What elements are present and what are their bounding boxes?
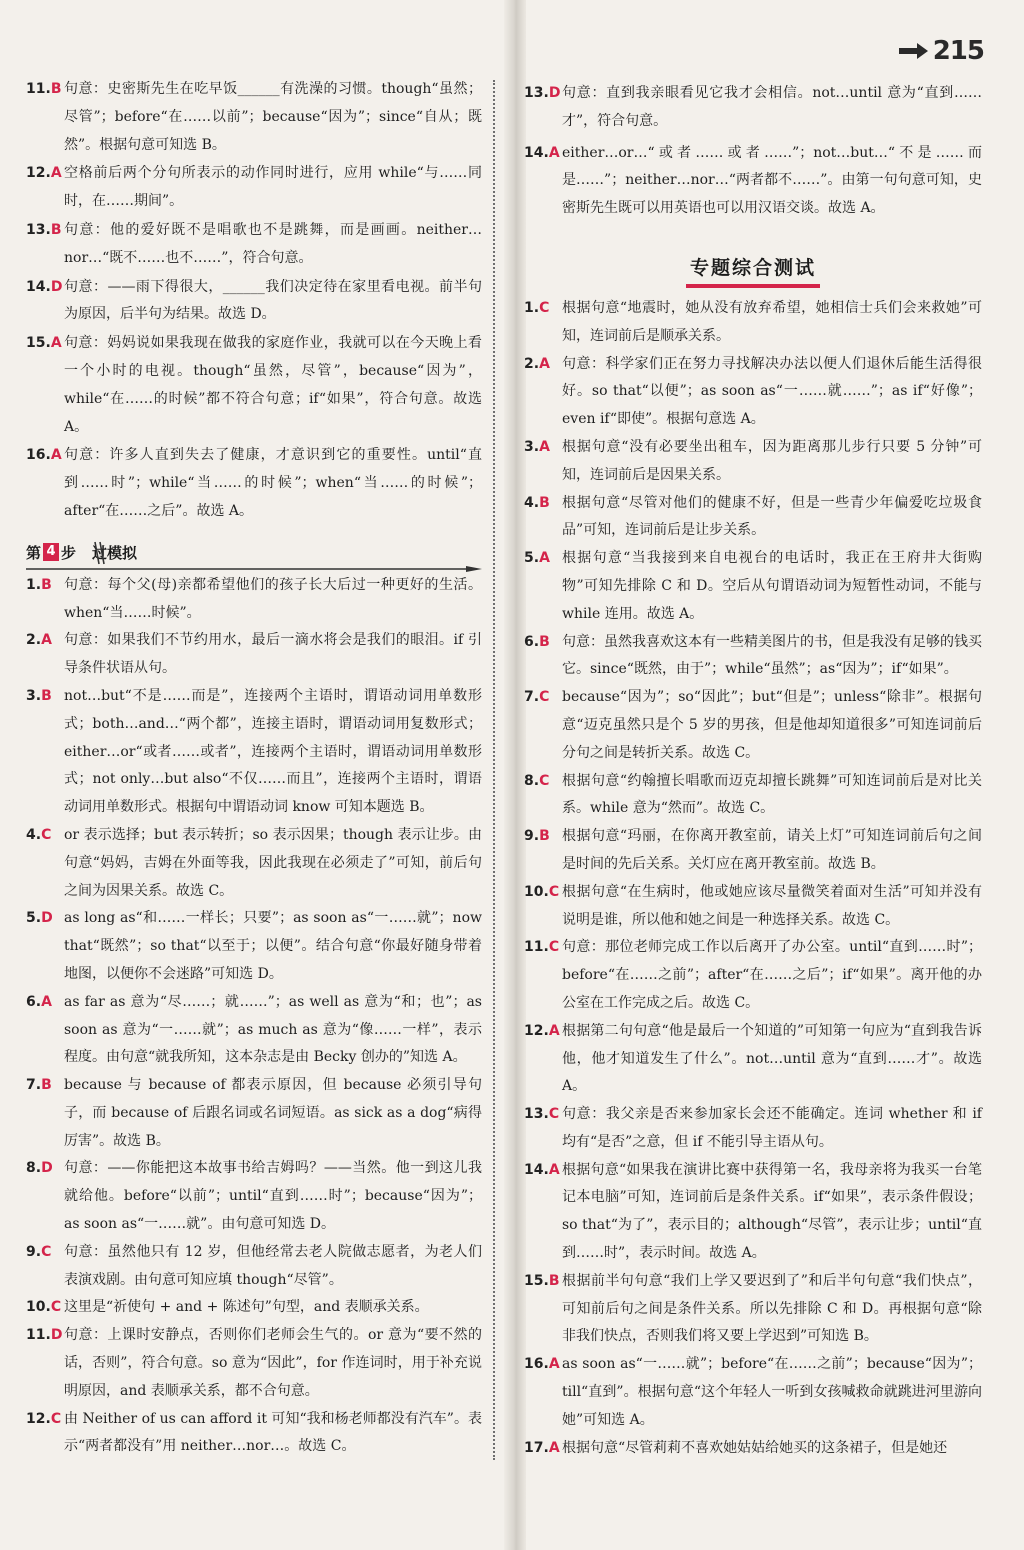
question-index: 11. bbox=[26, 1327, 51, 1344]
question-index: 10. bbox=[26, 1299, 51, 1316]
answer-item bbox=[26, 627, 482, 683]
question-index: 8. bbox=[524, 772, 540, 789]
answer-item bbox=[26, 217, 482, 273]
answer-list-comprehensive-test bbox=[524, 295, 982, 1462]
question-index: 7. bbox=[524, 689, 540, 706]
answer-item bbox=[524, 140, 982, 223]
explanation-text: either…or…“或者……或者……”；not…but…“不是……而是……”；neither…nor…“两者都不……”。由第一句句意可知，史密斯先生既可以用英语也可以用汉语交谈。故选 A。 bbox=[562, 144, 982, 217]
question-index: 11. bbox=[524, 939, 549, 956]
step-prefix: 第 bbox=[26, 543, 42, 562]
explanation-text: 句意：我父亲是否来参加家长会还不能确定。连词 whether 和 if 均有“是否”之意，但 if 不能引导主语从句。 bbox=[562, 1106, 982, 1150]
question-number bbox=[26, 822, 51, 850]
answer-letter: C bbox=[50, 1299, 62, 1316]
step-number-badge: 4 bbox=[43, 543, 59, 561]
answer-letter: C bbox=[548, 939, 560, 956]
question-index: 16. bbox=[26, 447, 51, 464]
question-index: 1. bbox=[524, 299, 540, 316]
question-index: 8. bbox=[26, 1160, 42, 1177]
question-number bbox=[524, 823, 550, 851]
answer-item bbox=[524, 434, 982, 490]
answer-letter: A bbox=[539, 355, 550, 372]
explanation-text: 由 Neither of us can afford it 可知“我和杨老师都没有汽车”。表示“两者都没有”用 neither…nor…。故选 C。 bbox=[64, 1410, 482, 1455]
answer-letter: C bbox=[50, 1410, 62, 1427]
question-number bbox=[524, 1101, 559, 1129]
explanation-text: 根据句意“地震时，她从没有放弃希望，她相信士兵们会来救她”可知，连词前后是顺承关系。 bbox=[562, 299, 982, 344]
question-number bbox=[26, 76, 61, 104]
question-number bbox=[26, 274, 62, 302]
answer-letter: B bbox=[539, 494, 550, 511]
explanation-text: 根据句意“尽管莉莉不喜欢她姑姑给她买的这条裙子，但是她还 bbox=[562, 1439, 948, 1456]
question-number bbox=[524, 879, 559, 907]
answer-item bbox=[26, 1406, 482, 1462]
explanation-text: 根据句意“在生病时，他或她应该尽量微笑着面对生活”可知并没有说明是谁，所以他和她之间是一种选择关系。故选 C。 bbox=[562, 883, 982, 928]
answer-item bbox=[26, 274, 482, 330]
explanation-text: 句意：他的爱好既不是唱歌也不是跳舞，而是画画。neither…nor…“既不……也不……”，符合句意。 bbox=[64, 221, 482, 266]
explanation-text: because“因为”；so“因此”；but“但是”；unless“除非”。根据句意“迈克虽然只是个 5 岁的男孩，但是他却知道很多”可知连词前后分句之间是转折关系。故选 C。 bbox=[562, 689, 982, 761]
answer-letter: A bbox=[548, 1161, 560, 1178]
answer-item bbox=[524, 934, 982, 1017]
question-index: 13. bbox=[524, 85, 549, 101]
answer-letter: B bbox=[548, 1272, 560, 1289]
question-index: 14. bbox=[524, 144, 549, 161]
answer-item bbox=[26, 905, 482, 988]
answer-letter: B bbox=[41, 687, 52, 704]
answer-item bbox=[26, 1239, 482, 1295]
question-number bbox=[524, 1435, 560, 1463]
answer-letter: A bbox=[50, 447, 62, 464]
question-index: 5. bbox=[524, 550, 540, 567]
answer-item bbox=[524, 823, 982, 879]
question-index: 10. bbox=[524, 883, 549, 900]
answer-item bbox=[524, 1157, 982, 1268]
answer-item bbox=[26, 442, 482, 525]
question-index: 14. bbox=[524, 1161, 549, 1178]
answer-letter: C bbox=[539, 689, 550, 706]
answer-item bbox=[524, 1101, 982, 1157]
answer-letter: B bbox=[539, 633, 550, 650]
answer-item bbox=[26, 1294, 482, 1322]
explanation-text: 这里是“祈使句 + and + 陈述句”句型，and 表顺承关系。 bbox=[64, 1299, 429, 1316]
question-index: 13. bbox=[524, 1106, 549, 1123]
question-index: 1. bbox=[26, 576, 42, 593]
question-number bbox=[26, 442, 62, 470]
question-number bbox=[524, 768, 549, 796]
question-number bbox=[524, 80, 560, 108]
question-number bbox=[524, 434, 550, 462]
answer-item bbox=[26, 160, 482, 216]
explanation-text: 句意：虽然我喜欢这本有一些精美图片的书，但是我没有足够的钱买它。since“既然，由于”；while“虽然”；as“因为”；if“如果”。 bbox=[562, 633, 982, 678]
answer-item bbox=[524, 351, 982, 434]
answer-item bbox=[524, 1268, 982, 1351]
question-number bbox=[524, 1018, 560, 1046]
section-heading bbox=[524, 241, 982, 285]
question-index: 15. bbox=[26, 335, 51, 352]
question-index: 15. bbox=[524, 1272, 549, 1289]
question-index: 5. bbox=[26, 910, 42, 927]
question-index: 3. bbox=[524, 438, 540, 455]
explanation-text: 句意：直到我亲眼看见它我才会相信。not…until 意为“直到……才”，符合句意。 bbox=[562, 85, 982, 129]
explanation-text: as soon as“一……就”；before“在……之前”；because“因为”；till“直到”。根据句意“这个年轻人一听到女孩喊救命就跳进河里游向她”可知选 A。 bbox=[562, 1356, 982, 1428]
question-index: 2. bbox=[524, 355, 540, 372]
answer-letter: A bbox=[50, 335, 62, 352]
question-number bbox=[26, 627, 52, 655]
answer-letter: D bbox=[41, 1160, 53, 1177]
section-title: 专题综合测试 bbox=[686, 247, 820, 288]
question-number bbox=[26, 572, 52, 600]
answer-letter: C bbox=[539, 772, 550, 789]
step-title: 过模拟 bbox=[92, 543, 138, 562]
answer-list-continued bbox=[524, 80, 982, 223]
question-index: 12. bbox=[524, 1022, 549, 1039]
answer-item bbox=[524, 545, 982, 628]
question-number bbox=[26, 1239, 51, 1267]
question-index: 9. bbox=[26, 1243, 42, 1260]
answer-letter: A bbox=[548, 1356, 560, 1373]
answer-letter: C bbox=[41, 1243, 52, 1260]
question-number bbox=[26, 1155, 53, 1183]
answer-letter: A bbox=[548, 144, 560, 161]
question-number bbox=[524, 351, 550, 379]
explanation-text: 句意：每个父(母)亲都希望他们的孩子长大后过一种更好的生活。when“当……时候”。 bbox=[64, 576, 482, 621]
answer-letter: B bbox=[50, 221, 62, 238]
answer-item bbox=[524, 684, 982, 767]
explanation-text: 根据句意“玛丽，在你离开教室前，请关上灯”可知连词前后句之间是时间的先后关系。关灯应在离开教室前。故选 B。 bbox=[562, 828, 982, 872]
question-index: 12. bbox=[26, 1410, 51, 1427]
question-index: 16. bbox=[524, 1356, 549, 1373]
question-number bbox=[524, 545, 550, 573]
answer-item bbox=[26, 330, 482, 441]
page-number-text: 215 bbox=[932, 36, 984, 66]
question-index: 17. bbox=[524, 1439, 549, 1456]
explanation-text: 根据前半句句意“我们上学又要迟到了”和后半句句意“我们快点”，可知前后句之间是条件关系。所以先排除 C 和 D。再根据句意“除非我们快点，否则我们将又要上学迟到”可知选 B。 bbox=[562, 1272, 982, 1345]
answer-letter: A bbox=[539, 438, 550, 455]
explanation-text: 句意：史密斯先生在吃早饭______有洗澡的习惯。though“虽然；尽管”；before“在……以前”；because“因为”；since“自从；既然”。根据句意可知选 B。 bbox=[64, 81, 482, 153]
explanation-text: 句意：上课时安静点，否则你们老师会生气的。or 意为“要不然的话，否则”，符合句意。so 意为“因此”，for 作连词时，用于补充说明原因，and 表顺承关系，都不合句意。 bbox=[64, 1327, 482, 1399]
answer-item bbox=[524, 1435, 982, 1463]
question-number bbox=[524, 629, 550, 657]
answer-letter: D bbox=[41, 910, 53, 927]
question-number bbox=[26, 1294, 61, 1322]
answer-item bbox=[26, 1155, 482, 1238]
question-index: 4. bbox=[524, 494, 540, 511]
question-number bbox=[524, 1268, 559, 1296]
answer-letter: D bbox=[50, 278, 63, 295]
question-index: 14. bbox=[26, 278, 51, 295]
answer-item bbox=[524, 80, 982, 136]
answer-letter: D bbox=[50, 1327, 63, 1344]
answer-item bbox=[524, 629, 982, 685]
explanation-text: 句意：——你能把这本故事书给吉姆吗？——当然。他一到这儿我就给他。before“以前”；until“直到……时”；because“因为”；as soon as“一……就”。由句意可知选 D。 bbox=[64, 1160, 482, 1233]
question-number bbox=[524, 490, 550, 518]
answer-letter: A bbox=[548, 1022, 560, 1039]
answer-letter: C bbox=[548, 883, 560, 900]
right-column bbox=[524, 80, 982, 1462]
answer-item bbox=[26, 572, 482, 628]
question-index: 11. bbox=[26, 81, 51, 97]
answer-item bbox=[524, 768, 982, 824]
question-index: 6. bbox=[524, 633, 540, 650]
book-spine bbox=[504, 0, 526, 1550]
explanation-text: 根据句意“如果我在演讲比赛中获得第一名，我母亲将为我买一台笔记本电脑”可知，连词前后是条件关系。if“如果”，表示条件假设；so that“为了”，表示目的；although“尽管”，表示让步；until“直到……时”，表示时间。故选 A。 bbox=[562, 1161, 982, 1262]
answer-letter: B bbox=[539, 828, 550, 845]
answer-letter: A bbox=[41, 632, 52, 649]
answer-letter: B bbox=[50, 81, 62, 97]
explanation-text: 根据句意“尽管对他们的健康不好，但是一些青少年偏爱吃垃圾食品”可知，连词前后是让步关系。 bbox=[562, 494, 982, 539]
answer-item bbox=[26, 76, 482, 159]
step-header bbox=[26, 538, 482, 568]
explanation-text: 句意：那位老师完成工作以后离开了办公室。until“直到……时”；before“在……之前”；after“在……之后”；if“如果”。离开他的办公室在工作完成之后。故选 C。 bbox=[562, 939, 982, 1011]
page-number bbox=[899, 36, 984, 66]
answer-item bbox=[26, 1072, 482, 1155]
question-number bbox=[26, 217, 61, 245]
explanation-text: as long as“和……一样长；只要”；as soon as“一……就”；now that“既然”；so that“以至于；以便”。结合句意“你最好随身带着地图，以便你不会迷路”可知选 D。 bbox=[64, 910, 482, 982]
answer-letter: A bbox=[548, 1439, 560, 1456]
question-index: 7. bbox=[26, 1077, 42, 1094]
question-index: 3. bbox=[26, 687, 42, 704]
explanation-text: 句意：妈妈说如果我现在做我的家庭作业，我就可以在今天晚上看一个小时的电视。though“虽然，尽管”，because“因为”，while“在……的时候”都不符合句意；if“如果”，符合句意。故选 A。 bbox=[64, 335, 482, 435]
question-number bbox=[26, 1406, 61, 1434]
question-number bbox=[26, 683, 52, 711]
answer-letter: A bbox=[50, 165, 62, 182]
step-suffix: 步 bbox=[61, 543, 77, 562]
question-number bbox=[26, 330, 62, 358]
explanation-text: 根据第二句句意“他是最后一个知道的”可知第一句应为“直到我告诉他，他才知道发生了什么”。not…until 意为“直到……才”。故选 A。 bbox=[562, 1022, 982, 1095]
answer-letter: D bbox=[548, 85, 561, 101]
column-divider bbox=[493, 80, 495, 1460]
explanation-text: 空格前后两个分句所表示的动作同时进行，应用 while“与……同时，在……期间”。 bbox=[64, 165, 482, 210]
question-index: 6. bbox=[26, 993, 42, 1010]
answer-item bbox=[524, 295, 982, 351]
question-number bbox=[524, 934, 559, 962]
explanation-text: 根据句意“当我接到来自电视台的电话时，我正在王府井大街购物”可知先排除 C 和 D。空后从句谓语动词为短暂性动词，不能与 while 连用。故选 A。 bbox=[562, 550, 982, 622]
step-label bbox=[26, 542, 137, 563]
answer-item bbox=[26, 1322, 482, 1405]
slash-icon bbox=[92, 540, 106, 566]
explanation-text: 句意：虽然他只有 12 岁，但他经常去老人院做志愿者，为老人们表演戏剧。由句意可知应填 though“尽管”。 bbox=[64, 1243, 482, 1288]
answer-item bbox=[524, 490, 982, 546]
answer-item bbox=[524, 1351, 982, 1434]
question-index: 2. bbox=[26, 632, 42, 649]
answer-letter: B bbox=[41, 1077, 52, 1094]
answer-list-step4 bbox=[26, 572, 482, 1462]
question-index: 4. bbox=[26, 826, 42, 843]
explanation-text: as far as 意为“尽……；就……”；as well as 意为“和；也”；as soon as 意为“一……就”；as much as 意为“像……一样”，表示程度。由句意“就我所知，这本杂志是由 Becky 创办的”知选 A。 bbox=[64, 993, 482, 1066]
question-index: 9. bbox=[524, 828, 540, 845]
explanation-text: not…but“不是……而是”，连接两个主语时，谓语动词用单数形式；both…and…“两个都”，连接主语时，谓语动词用复数形式；either…or“或者……或者”，连接两个主语时，谓语动词用单数形式；not only…but also“不仅……而且”，连接两个主语时，谓语动词用单数形式。根据句中谓语动词 know 可知本题选 B。 bbox=[64, 687, 482, 816]
explanation-text: 句意：——雨下得很大，______我们决定待在家里看电视。前半句为原因，后半句为结果。故选 D。 bbox=[64, 278, 482, 323]
answer-letter: A bbox=[539, 550, 550, 567]
arrow-icon bbox=[899, 42, 929, 60]
answer-letter: C bbox=[548, 1106, 560, 1123]
explanation-text: 根据句意“约翰擅长唱歌而迈克却擅长跳舞”可知连词前后是对比关系。while 意为“然而”。故选 C。 bbox=[562, 772, 982, 817]
question-number bbox=[26, 989, 52, 1017]
question-number bbox=[26, 160, 62, 188]
question-number bbox=[524, 1157, 560, 1185]
question-number bbox=[26, 1072, 52, 1100]
answer-list-previous bbox=[26, 76, 482, 526]
answer-item bbox=[524, 879, 982, 935]
question-number bbox=[524, 295, 549, 323]
explanation-text: or 表示选择；but 表示转折；so 表示因果；though 表示让步。由句意“妈妈，吉姆在外面等我，因此我现在必须走了”可知，前后句之间为因果关系。故选 C。 bbox=[64, 826, 482, 899]
question-number bbox=[524, 140, 560, 168]
answer-letter: A bbox=[41, 993, 52, 1010]
answer-letter: B bbox=[41, 576, 52, 593]
answer-item bbox=[26, 683, 482, 822]
answer-item bbox=[524, 1018, 982, 1101]
question-number bbox=[26, 905, 53, 933]
question-number bbox=[524, 684, 549, 712]
question-number bbox=[26, 1322, 62, 1350]
question-index: 13. bbox=[26, 221, 51, 238]
answer-letter: C bbox=[41, 826, 52, 843]
answer-item bbox=[26, 822, 482, 905]
question-number bbox=[524, 1351, 560, 1379]
answer-item bbox=[26, 989, 482, 1072]
explanation-text: 根据句意“没有必要坐出租车，因为距离那儿步行只要 5 分钟”可知，连词前后是因果关系。 bbox=[562, 438, 982, 483]
explanation-text: 句意：科学家们正在努力寻找解决办法以便人们退休后能生活得很好。so that“以便”；as soon as“一……就……”；as if“好像”；even if“即使”。根据句意选 A。 bbox=[562, 355, 982, 428]
question-index: 12. bbox=[26, 165, 51, 182]
explanation-text: 句意：许多人直到失去了健康，才意识到它的重要性。until“直到……时”；while“当……的时候”；when“当……的时候”；after“在……之后”。故选 A。 bbox=[64, 447, 482, 519]
answer-letter: C bbox=[539, 299, 550, 316]
explanation-text: because 与 because of 都表示原因，但 because 必须引导句子，而 because of 后跟名词或名词短语。as sick as a dog“病得厉害”。故选 B。 bbox=[64, 1077, 482, 1149]
explanation-text: 句意：如果我们不节约用水，最后一滴水将会是我们的眼泪。if 引导条件状语从句。 bbox=[64, 632, 482, 677]
left-column bbox=[26, 76, 482, 1461]
